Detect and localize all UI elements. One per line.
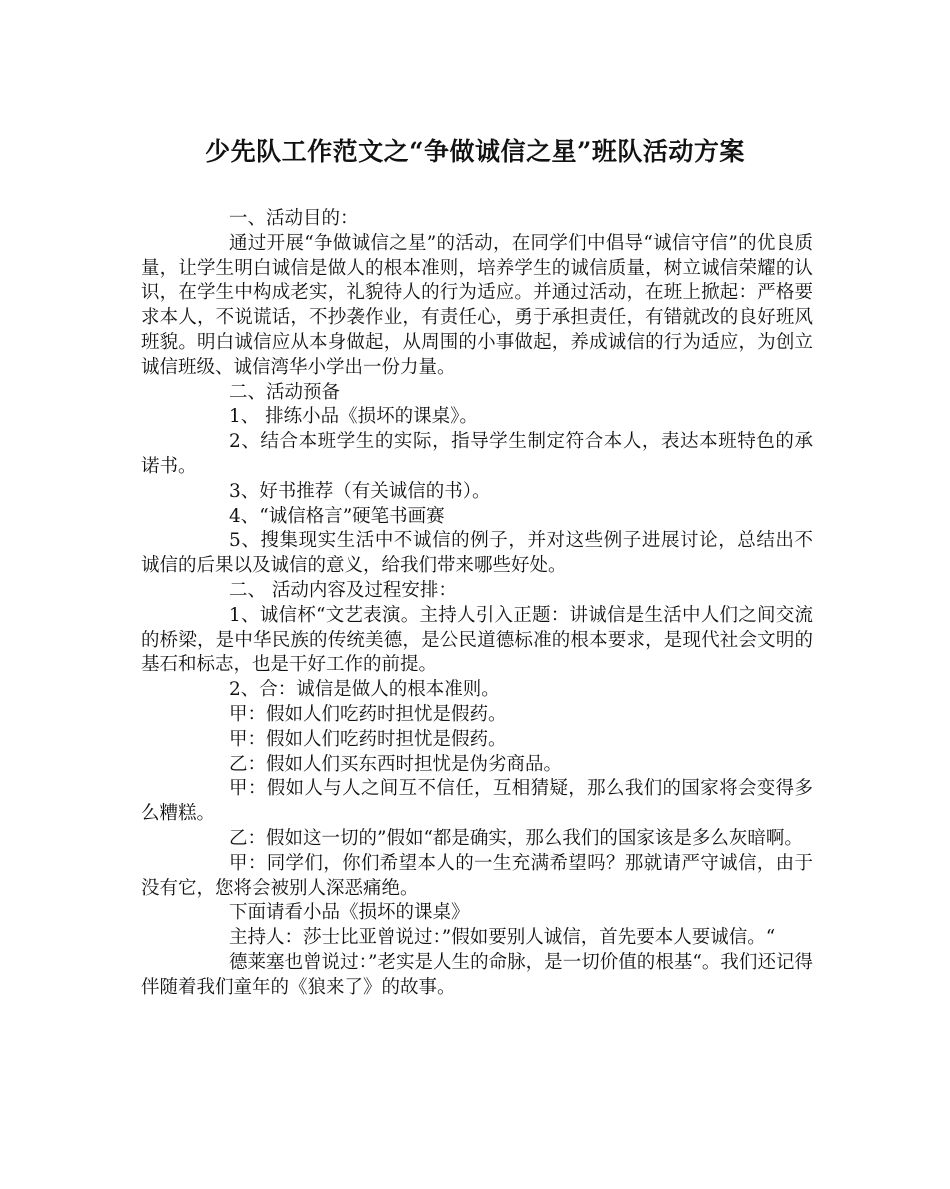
list-item-prep-4: 4、“诚信格言”硬笔书画赛 xyxy=(229,505,445,527)
list-item-content-1: 1、诚信杯“文艺表演。主持人引入正题：讲诚信是生活中人们之间交流的桥梁，是中华民族的传统美德，是公民道德标准的根本要求，是现代社会文明的基石和标志，也是干好工作的前提。 xyxy=(141,604,813,676)
paragraph-host-quote: 主持人：莎士比亚曾说过：”假如要别人诚信，首先要本人要诚信。“ xyxy=(229,927,776,949)
dialogue-line: 甲：假如人与人之间互不信任，互相猜疑，那么我们的国家将会变得多么糟糕。 xyxy=(141,778,813,825)
dialogue-line: 乙：假如这一切的”假如“都是确实，那么我们的国家该是多么灰暗啊。 xyxy=(229,827,803,849)
dialogue-line: 甲：假如人们吃药时担忧是假药。 xyxy=(229,703,507,725)
dialogue-line: 甲：假如人们吃药时担忧是假药。 xyxy=(229,728,507,750)
document-title: 少先队工作范文之“争做诚信之星”班队活动方案 xyxy=(205,137,745,166)
section-heading-preparation: 二、活动预备 xyxy=(229,381,341,403)
dialogue-line: 甲：同学们，你们希望本人的一生充满希望吗？那就请严守诚信，由于没有它，您将会被别人深恶痛绝。 xyxy=(141,852,813,899)
section-heading-content: 二、 活动内容及过程安排： xyxy=(229,579,457,601)
list-item-prep-2: 2、结合本班学生的实际，指导学生制定符合本人，表达本班特色的承诺书。 xyxy=(141,431,813,477)
section-heading-purpose: 一、活动目的： xyxy=(229,208,359,229)
list-item-content-2: 2、合：诚信是做人的根本准则。 xyxy=(229,679,500,701)
list-item-prep-3: 3、好书推荐（有关诚信的书）。 xyxy=(229,480,491,502)
paragraph-dreiser-quote: 德莱塞也曾说过：”老实是人生的命脉，是一切价值的根基“。我们还记得伴随着我们童年的《狼来了》的故事。 xyxy=(141,951,813,998)
document-body xyxy=(141,207,813,1001)
dialogue-line: 乙：假如人们买东西时担忧是伪劣商品。 xyxy=(229,753,563,775)
list-item-prep-5: 5、搜集现实生活中不诚信的例子，并对这些例子进展讨论，总结出不诚信的后果以及诚信的意义，给我们带来哪些好处。 xyxy=(141,530,813,577)
paragraph-purpose: 通过开展“争做诚信之星”的活动，在同学们中倡导“诚信守信”的优良质量，让学生明白诚信是做人的根本准则，培养学生的诚信质量，树立诚信荣耀的认识，在学生中构成老实，礼貌待人的行为适应。并通过活动，在班上掀起：严格要求本人，不说谎话，不抄袭作业，有责任心，勇于承担责任，有错就改的良好班风班貌。明白诚信应从本身做起，从周围的小事做起，养成诚信的行为适应，为创立诚信班级、诚信湾华小学出一份力量。 xyxy=(141,232,813,378)
paragraph-skit-intro: 下面请看小品《损坏的课桌》 xyxy=(229,902,470,924)
list-item-prep-1: 1、 排练小品《损坏的课桌》。 xyxy=(229,406,478,428)
